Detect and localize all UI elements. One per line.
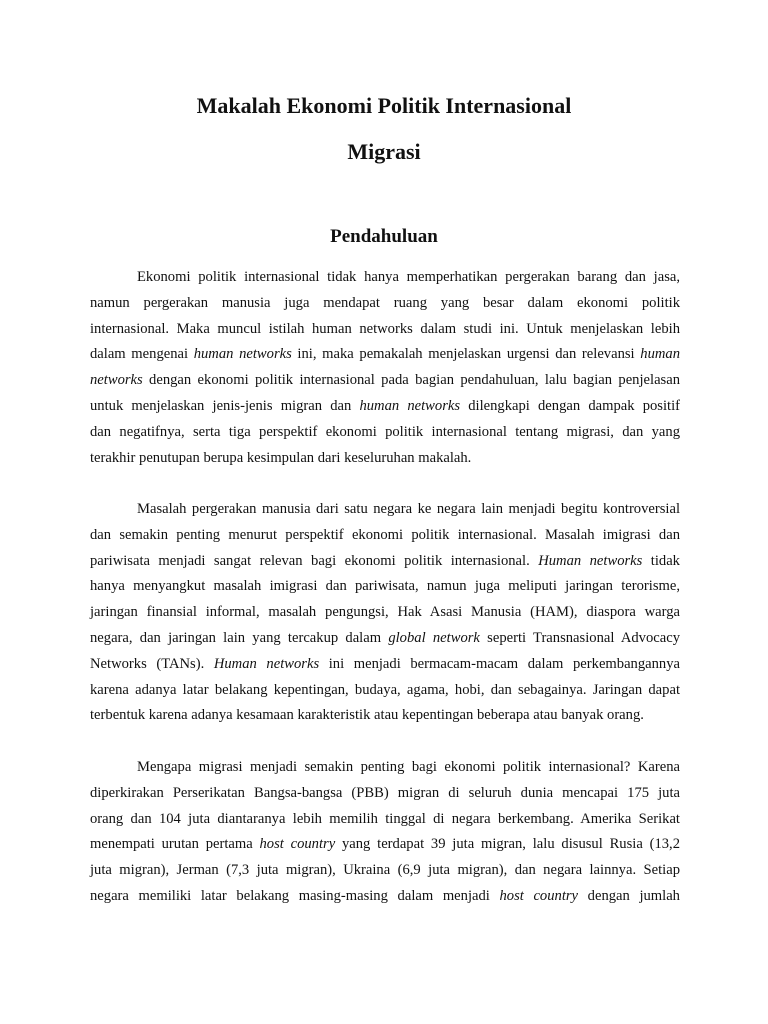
italic-term: host country bbox=[259, 836, 336, 853]
paragraph-line bbox=[90, 780, 680, 806]
paragraph-line bbox=[90, 522, 680, 548]
italic-term: human networks bbox=[193, 346, 292, 363]
section-heading: Pendahuluan bbox=[330, 226, 438, 247]
paragraph-line bbox=[90, 367, 680, 393]
text-run: seperti Transnasional Advocacy bbox=[479, 630, 680, 646]
text-run: namun pergerakan manusia juga mendapat ruang yang besar dalam ekonomi politik bbox=[90, 294, 680, 311]
paragraph-line bbox=[90, 599, 680, 625]
italic-term: Human networks bbox=[538, 552, 643, 569]
italic-term: human bbox=[640, 346, 680, 363]
paragraph-line bbox=[90, 651, 680, 677]
paragraph-line bbox=[90, 419, 680, 445]
document-subtitle: Migrasi bbox=[347, 139, 421, 164]
paragraph-line bbox=[90, 393, 680, 419]
paragraph-line bbox=[90, 806, 680, 832]
paragraph-line bbox=[137, 264, 680, 290]
text-run: dilengkapi dengan dampak positif bbox=[460, 398, 680, 414]
text-run: Masalah pergerakan manusia dari satu negara ke negara lain menjadi begitu kontroversial bbox=[137, 501, 680, 517]
text-run: terakhir penutupan berupa kesimpulan dari keseluruhan makalah. bbox=[90, 449, 472, 466]
paragraph-line bbox=[90, 341, 680, 367]
italic-term: networks bbox=[90, 372, 143, 389]
text-run: untuk menjelaskan jenis-jenis migran dan bbox=[90, 398, 360, 414]
text-run: dalam mengenai bbox=[90, 346, 194, 363]
paragraph-line bbox=[90, 316, 680, 342]
text-run: dan semakin penting menurut perspektif ekonomi politik internasional. Masalah imigrasi dan bbox=[90, 526, 680, 543]
text-run: yang terdapat 39 juta migran, lalu disusul Rusia (13,2 bbox=[335, 836, 680, 853]
text-run: karena adanya latar belakang kepentingan, budaya, agama, hobi, dan sebagainya. Jaringan dapat bbox=[90, 681, 680, 698]
paragraph-line bbox=[90, 883, 680, 909]
italic-term: Human networks bbox=[213, 655, 320, 672]
text-run: juta migran), Jerman (7,3 juta migran), Ukraina (6,9 juta migran), dan negara lainnya. Setiap bbox=[90, 862, 680, 879]
italic-term: global network bbox=[388, 630, 480, 646]
paragraph-line bbox=[90, 625, 680, 651]
paragraph-line bbox=[90, 548, 680, 574]
text-run: ini, maka pemakalah menjelaskan urgensi dan relevansi bbox=[291, 346, 641, 363]
text-run: ini menjadi bermacam-macam dalam perkembangannya bbox=[319, 655, 680, 672]
text-run: dengan jumlah bbox=[578, 888, 680, 904]
text-run: internasional. Maka muncul istilah human networks dalam studi ini. Untuk menjelaskan lebih bbox=[90, 320, 680, 337]
text-run: Ekonomi politik internasional tidak hanya memperhatikan pergerakan barang dan jasa, bbox=[137, 269, 680, 285]
paragraph-line bbox=[137, 496, 680, 522]
text-run: hanya menyangkut masalah imigrasi dan pariwisata, namun juga meliputi jaringan terorisme, bbox=[90, 578, 680, 595]
italic-term: host country bbox=[499, 888, 579, 904]
paragraph-line bbox=[90, 857, 680, 883]
text-run: tidak bbox=[642, 552, 680, 569]
text-run: dan negatifnya, serta tiga perspektif ekonomi politik internasional tentang migrasi, dan yang bbox=[90, 423, 680, 440]
text-run: diperkirakan Perserikatan Bangsa-bangsa (PBB) migran di seluruh dunia mencapai 175 juta bbox=[90, 784, 680, 801]
paragraph-line bbox=[90, 290, 680, 316]
text-run: menempati urutan pertama bbox=[90, 836, 260, 853]
paragraph-line bbox=[90, 445, 680, 471]
paragraph-line bbox=[90, 573, 680, 599]
text-run: dengan ekonomi politik internasional pada bagian pendahuluan, lalu bagian penjelasan bbox=[142, 372, 680, 389]
text-run: jaringan finansial informal, masalah pengungsi, Hak Asasi Manusia (HAM), diaspora warga bbox=[90, 604, 680, 621]
paragraph-line bbox=[137, 754, 680, 780]
paragraph-line bbox=[90, 831, 680, 857]
document-title: Makalah Ekonomi Politik Internasional bbox=[196, 93, 572, 118]
text-run: Mengapa migrasi menjadi semakin penting bagi ekonomi politik internasional? Karena bbox=[137, 759, 680, 775]
text-run: negara memiliki latar belakang masing-masing dalam menjadi bbox=[90, 888, 500, 904]
text-run: terbentuk karena adanya kesamaan karakteristik atau kepentingan beberapa atau banyak orang. bbox=[90, 707, 644, 724]
text-run: Networks (TANs). bbox=[90, 655, 214, 672]
paragraph-line bbox=[90, 677, 680, 703]
text-run: pariwisata menjadi sangat relevan bagi ekonomi politik internasional. bbox=[90, 552, 539, 569]
paragraph-line bbox=[90, 702, 680, 728]
text-run: negara, dan jaringan lain yang tercakup dalam bbox=[90, 630, 389, 646]
italic-term: human networks bbox=[359, 398, 461, 414]
text-run: orang dan 104 juta diantaranya lebih memilih tinggal di negara berkembang. Amerika Serikat bbox=[90, 810, 680, 827]
